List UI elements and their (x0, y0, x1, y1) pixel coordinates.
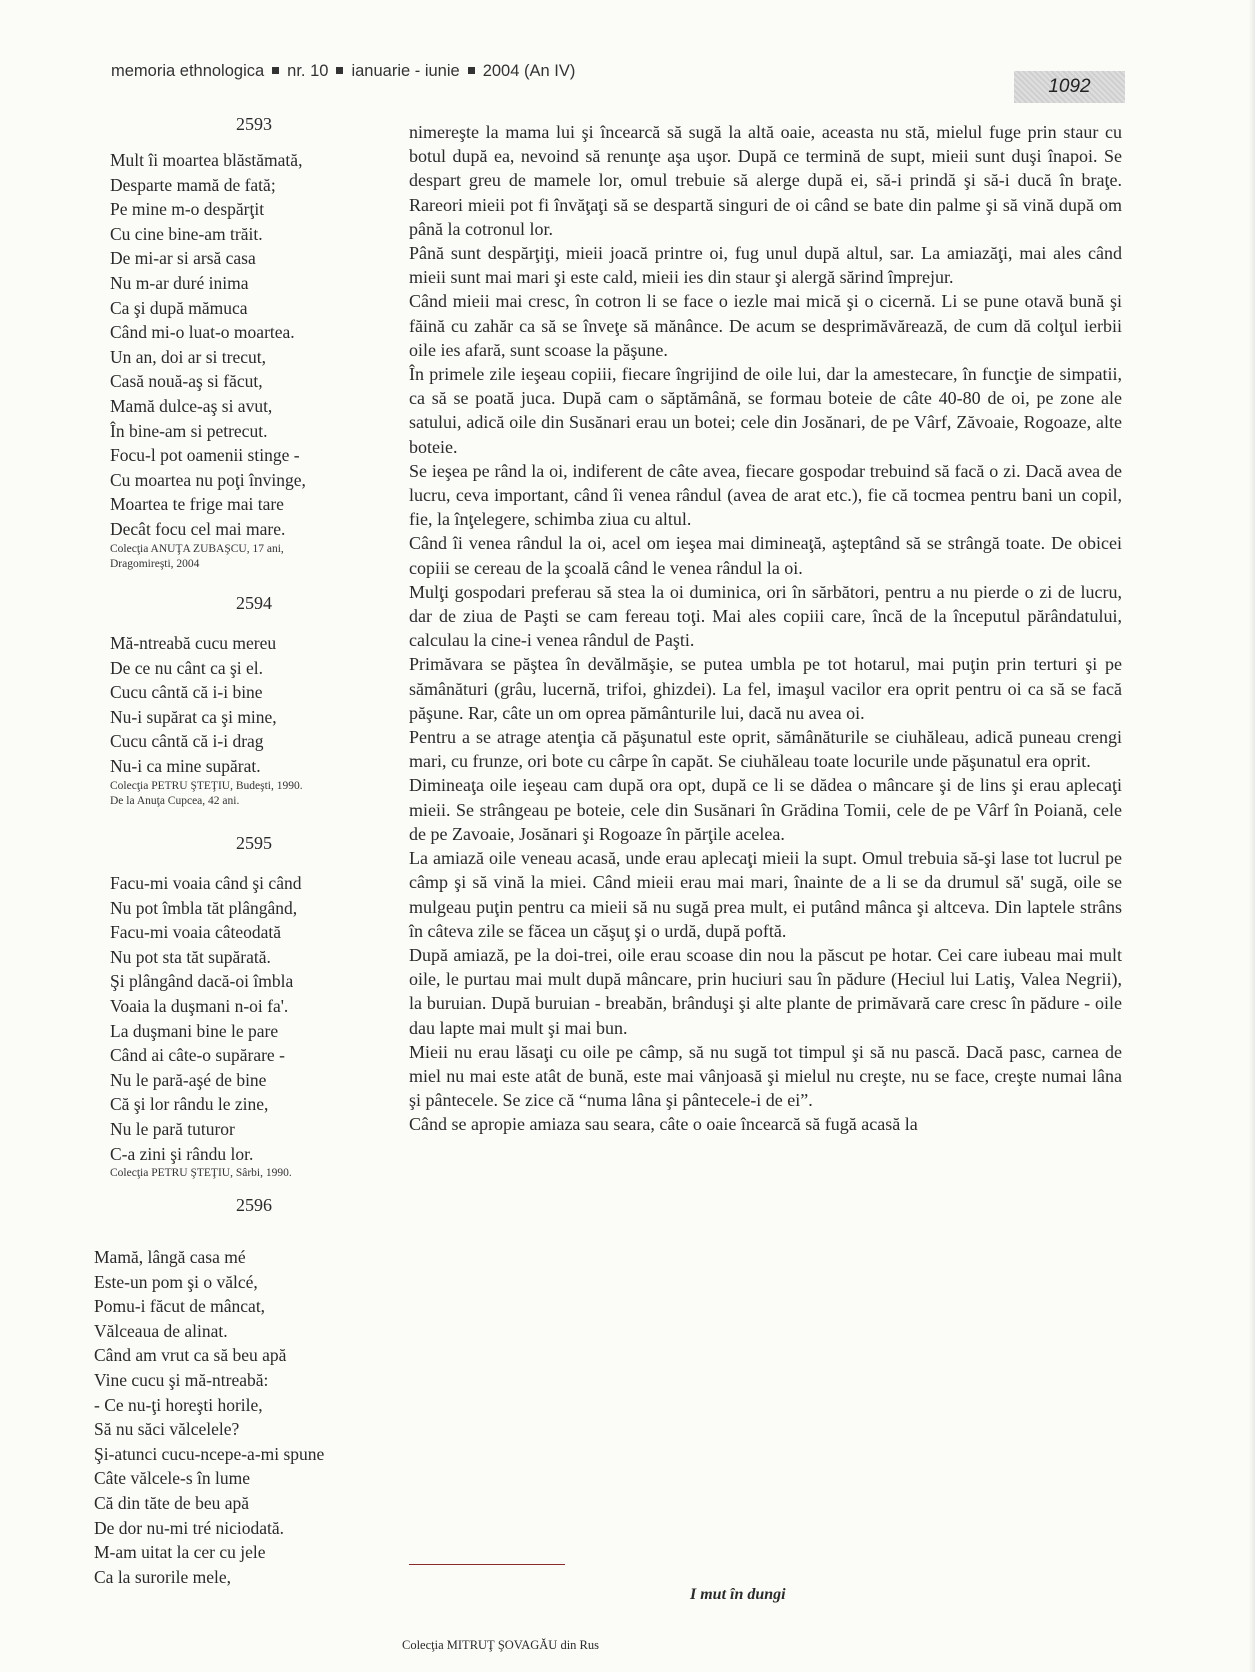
paragraph: Când mieii mai cresc, în cotron li se face o iezle mai mică şi o cicernă. Li se pune otavă bună şi făină cu zahăr ca să se înveţe să mănânce. De acum se desprimăvărează, de cum dă colţul ierbii oile ies afară, sunt scoase la păşune. (409, 291, 1122, 360)
poem-line: Să nu săci vălcelele? (94, 1419, 240, 1440)
paragraph: Se ieşea pe rând la oi, indiferent de câte avea, fiecare gospodar trebuind să facă o zi. Dacă avea de lucru, ceva important, când îi venea rândul (avea de arat etc.), fie că tocmea pentru bani un copil, fie, la înţelegere, schimba ziua cu altul. (409, 460, 1122, 530)
footnote-divider (409, 1564, 565, 1565)
poem-credit: De la Anuţa Cupcea, 42 ani. (110, 794, 240, 807)
poem-line: Ca şi după mămuca (110, 297, 248, 318)
poem-line: Pe mine m-o despărţit (110, 199, 265, 220)
poem-line: M-am uitat la cer cu jele (94, 1542, 266, 1563)
poem (94, 591, 414, 831)
poem-line: Pomu-i făcut de mâncat, (94, 1296, 266, 1317)
paragraph: Când îi venea rândul la oi, acel om ieşea mai dimineaţă, aşteptând să se strângă toate. De obicei copiii se cereau de la şcoală când le venea rândul la oi. (409, 533, 1122, 578)
poem-line: Desparte mamă de fată; (110, 174, 276, 195)
paragraph: Pentru a se atrage atenţia că păşunatul este oprit, sămânăturile se ciuhăleau, adică puneau crengi mari, cu frunze, ori bote cu cârpe în capăt. Se ciuhăleau toate locurile unde păşunatul era oprit. (409, 727, 1122, 772)
poem-line: Când ai câte-o supărare - (110, 1045, 285, 1066)
poem-line: Cucu cântă că i-i bine (110, 682, 263, 703)
poem-line: Şi-atunci cucu-ncepe-a-mi spune (94, 1443, 325, 1464)
issue-year: 2004 (An IV) (482, 62, 576, 80)
poem-line: Mamă dulce-aş si avut, (110, 395, 273, 416)
poem-line: Moartea te frige mai tare (110, 494, 284, 515)
poem-line: Decât focu cel mai mare. (110, 518, 286, 539)
poem-number: 2595 (236, 833, 272, 853)
poem-number: 2594 (236, 593, 272, 613)
poem-line: Voaia la duşmani n-oi fa'. (110, 995, 289, 1016)
paragraph: Mieii nu erau lăsaţi cu oile pe câmp, să nu sugă tot timpul şi să nu pască. Dacă pasc, carnea de miel nu mai este atât de bună, este mai vânjoasă şi mielul nu creşte, nu se face, creşte numai lâna şi pântecele. Se zice că “numa lâna şi pântecele-i de ei”. (409, 1041, 1122, 1111)
poem-line: - Ce nu-ţi horeşti horile, (94, 1394, 263, 1415)
poem-line: Nu pot sta tăt supărată. (110, 946, 271, 967)
poem-line: Nu pot îmbla tăt plângând, (110, 897, 298, 918)
poem-line: Când mi-o luat-o moartea. (110, 322, 295, 343)
poem-line: Ca la surorile mele, (94, 1566, 232, 1587)
poem-line: Un an, doi ar si trecut, (110, 346, 266, 367)
poem-number: 2593 (236, 114, 272, 134)
header-separator (272, 67, 279, 74)
poem-line: Cu cine bine-am trăit. (110, 223, 263, 244)
poem-line: Nu m-ar duré inima (110, 272, 249, 293)
footnote-title: I mut în dungi (690, 1586, 786, 1603)
poem-line: C-a zini şi rându lor. (110, 1143, 254, 1164)
poem-credit: Colecţia PETRU ŞTEŢIU, Sârbi, 1990. (110, 1167, 292, 1180)
issue-number: nr. 10 (287, 62, 329, 80)
poem-line: În bine-am si petrecut. (110, 420, 268, 441)
poem-line: Mamă, lângă casa mé (94, 1247, 246, 1267)
poem-line: Nu le pară tuturor (110, 1118, 235, 1139)
paragraph: Dimineaţa oile ieşeau cam după ora opt, după ce li se dădea o mâncare şi de lins şi erau aplecaţi mieii. Se strângeau pe boteie, cele din Susănari în Grădina Tomii, cele de pe Vârf în Poiană, cele de pe Zavoaie, Josănari şi Rogoaze în părţile acelea. (409, 775, 1122, 844)
poem-line: La duşmani bine le pare (110, 1020, 279, 1041)
poem-line: Şi plângând dacă-oi îmbla (110, 971, 294, 992)
poem-line: Focu-l pot oamenii stinge - (110, 445, 300, 466)
poem (94, 112, 414, 591)
poem-line: Când am vrut ca să beu apă (94, 1345, 287, 1366)
poem-line: De ce nu cânt ca şi el. (110, 657, 264, 678)
poem (94, 831, 414, 1193)
paragraph: La amiază oile veneau acasă, unde erau aplecaţi mieii la supt. Omul trebuia să-şi lase tot lucrul pe câmp şi să vină la miei. Când mieii erau mai mari, înainte de a li se da drumul să' sugă, oile se mulgeau puţin pentru ca mieii să nu sugă prea mult, ei putând mânca şi altceva. Din laptele strâns în câteva zile se făcea un căşuţ şi o urdă, după poftă. (409, 848, 1122, 941)
poem-line: Nu le pară-aşé de bine (110, 1069, 267, 1090)
poem-number: 2596 (236, 1195, 272, 1215)
running-header (111, 62, 575, 81)
header-separator (468, 67, 475, 74)
poem-credit: Colecţia ANUŢA ZUBAŞCU, 17 ani, (110, 542, 284, 555)
poem-line: Casă nouă-aş si făcut, (110, 371, 263, 392)
poem-line: Nu-i supărat ca şi mine, (110, 706, 277, 727)
paragraph: Până sunt despărţiţi, mieii joacă printre oi, fug unul după altul, sar. La amiazăţi, mai ales când mieii sunt mai mari şi este cald, mieii ies din staur şi alergă sărind împrejur. (409, 243, 1122, 288)
poem-line: Mult îi moartea blăstămată, (110, 150, 303, 170)
issue-period: ianuarie - iunie (351, 62, 460, 80)
poem-credit: Dragomireşti, 2004 (110, 557, 200, 570)
poem-line: Vine cucu şi mă-ntreabă: (94, 1369, 269, 1390)
paragraph: După amiază, pe la doi-trei, oile erau scoase din nou la păscut pe hotar. Cei care iubeau mai mult oile, le purtau mai mult după mâncare, prin huciuri sau în pădure (Heciul lui Latiş, Valea Negrii), la buruian. După buruian - breabăn, brânduşi şi alte plante de primăvară care cresc în pădure - oile dau lapte mai mult şi mai bun. (409, 944, 1122, 1038)
poem-line: Cucu cântă că i-i drag (110, 731, 264, 752)
poem-line: Că şi lor rându le zine, (110, 1094, 269, 1115)
poem-line: De mi-ar si arsă casa (110, 248, 256, 269)
prose-column (409, 120, 1122, 1137)
poem-line: Facu-mi voaia câteodată (110, 922, 282, 943)
poem-line: Vălceaua de alinat. (94, 1320, 228, 1341)
poem-line: Nu-i ca mine supărat. (110, 755, 261, 776)
scan-edge (1249, 0, 1255, 1672)
paragraph: În primele zile ieşeau copiii, fiecare îngrijind de oile lui, dar la amestecare, în funcţie de simpatii, ca să se poată juca. După cam o săptămână, se formau boteie de câte 40-80 de oi, pe zone ale satului, adică oile din Susănari erau un botei; cele din Josănari, de pe Vârf, Zăvoaie, Rogoaze, alte boteie. (409, 364, 1122, 457)
poem-line: De dor nu-mi tré niciodată. (94, 1517, 285, 1538)
paragraph: nimereşte la mama lui şi încearcă să sugă la altă oaie, aceasta nu stă, mielul fuge prin staur cu botul după ea, nevoind să renunţe aşa uşor. După ce termină de supt, mieii sunt duşi înapoi. Se despart greu de mamele lor, omul trebuie să alerge după ei, să-i prindă şi să-i ducă în braţe. Rareori mieii pot fi învăţaţi să se despartă singuri de oi când se bate din palme şi să vină după om până la cotronul lor. (409, 122, 1122, 239)
poems-column (94, 112, 414, 1589)
journal-title: memoria ethnologica (111, 62, 265, 80)
paragraph: Primăvara se păştea în devălmăşie, se putea umbla pe tot hotarul, mai puţin prin terturi şi pe sămânături (grâu, lucernă, trifoi, ghizdei). La fel, imaşul vacilor era oprit pentru oi ca să se facă păşune. Rar, câte un om oprea pământurile lui, dacă nu avea oi. (409, 654, 1122, 723)
paragraph: Mulţi gospodari preferau să stea la oi duminica, ori în sărbători, pentru a nu pierde o zi de lucru, dar de ziua de Paşti se cam fereau toţi. Mai ales copiii care, încă de la începutul părândatului, calculau la cine-i venea rândul de Paşti. (409, 581, 1122, 651)
header-separator (336, 67, 343, 74)
poem (94, 1193, 414, 1589)
poem-line: Că din tăte de beu apă (94, 1492, 250, 1513)
poem-line: Facu-mi voaia când şi când (110, 873, 302, 893)
poem-line: Mă-ntreabă cucu mereu (110, 633, 277, 653)
poem-line: Câte vălcele-s în lume (94, 1468, 250, 1489)
page-number: 1092 (1014, 71, 1125, 103)
poem-line: Cu moartea nu poţi învinge, (110, 469, 306, 490)
poem-credit: Colecţia PETRU ŞTEŢIU, Budeşti, 1990. (110, 779, 303, 792)
poem-line: Este-un pom şi o vălcé, (94, 1271, 258, 1292)
footnote-credit: Colecţia MITRUŢ ŞOVAGĂU din Rus (402, 1638, 599, 1652)
paragraph: Când se apropie amiaza sau seara, câte o oaie încearcă să fugă acasă la (409, 1114, 918, 1135)
